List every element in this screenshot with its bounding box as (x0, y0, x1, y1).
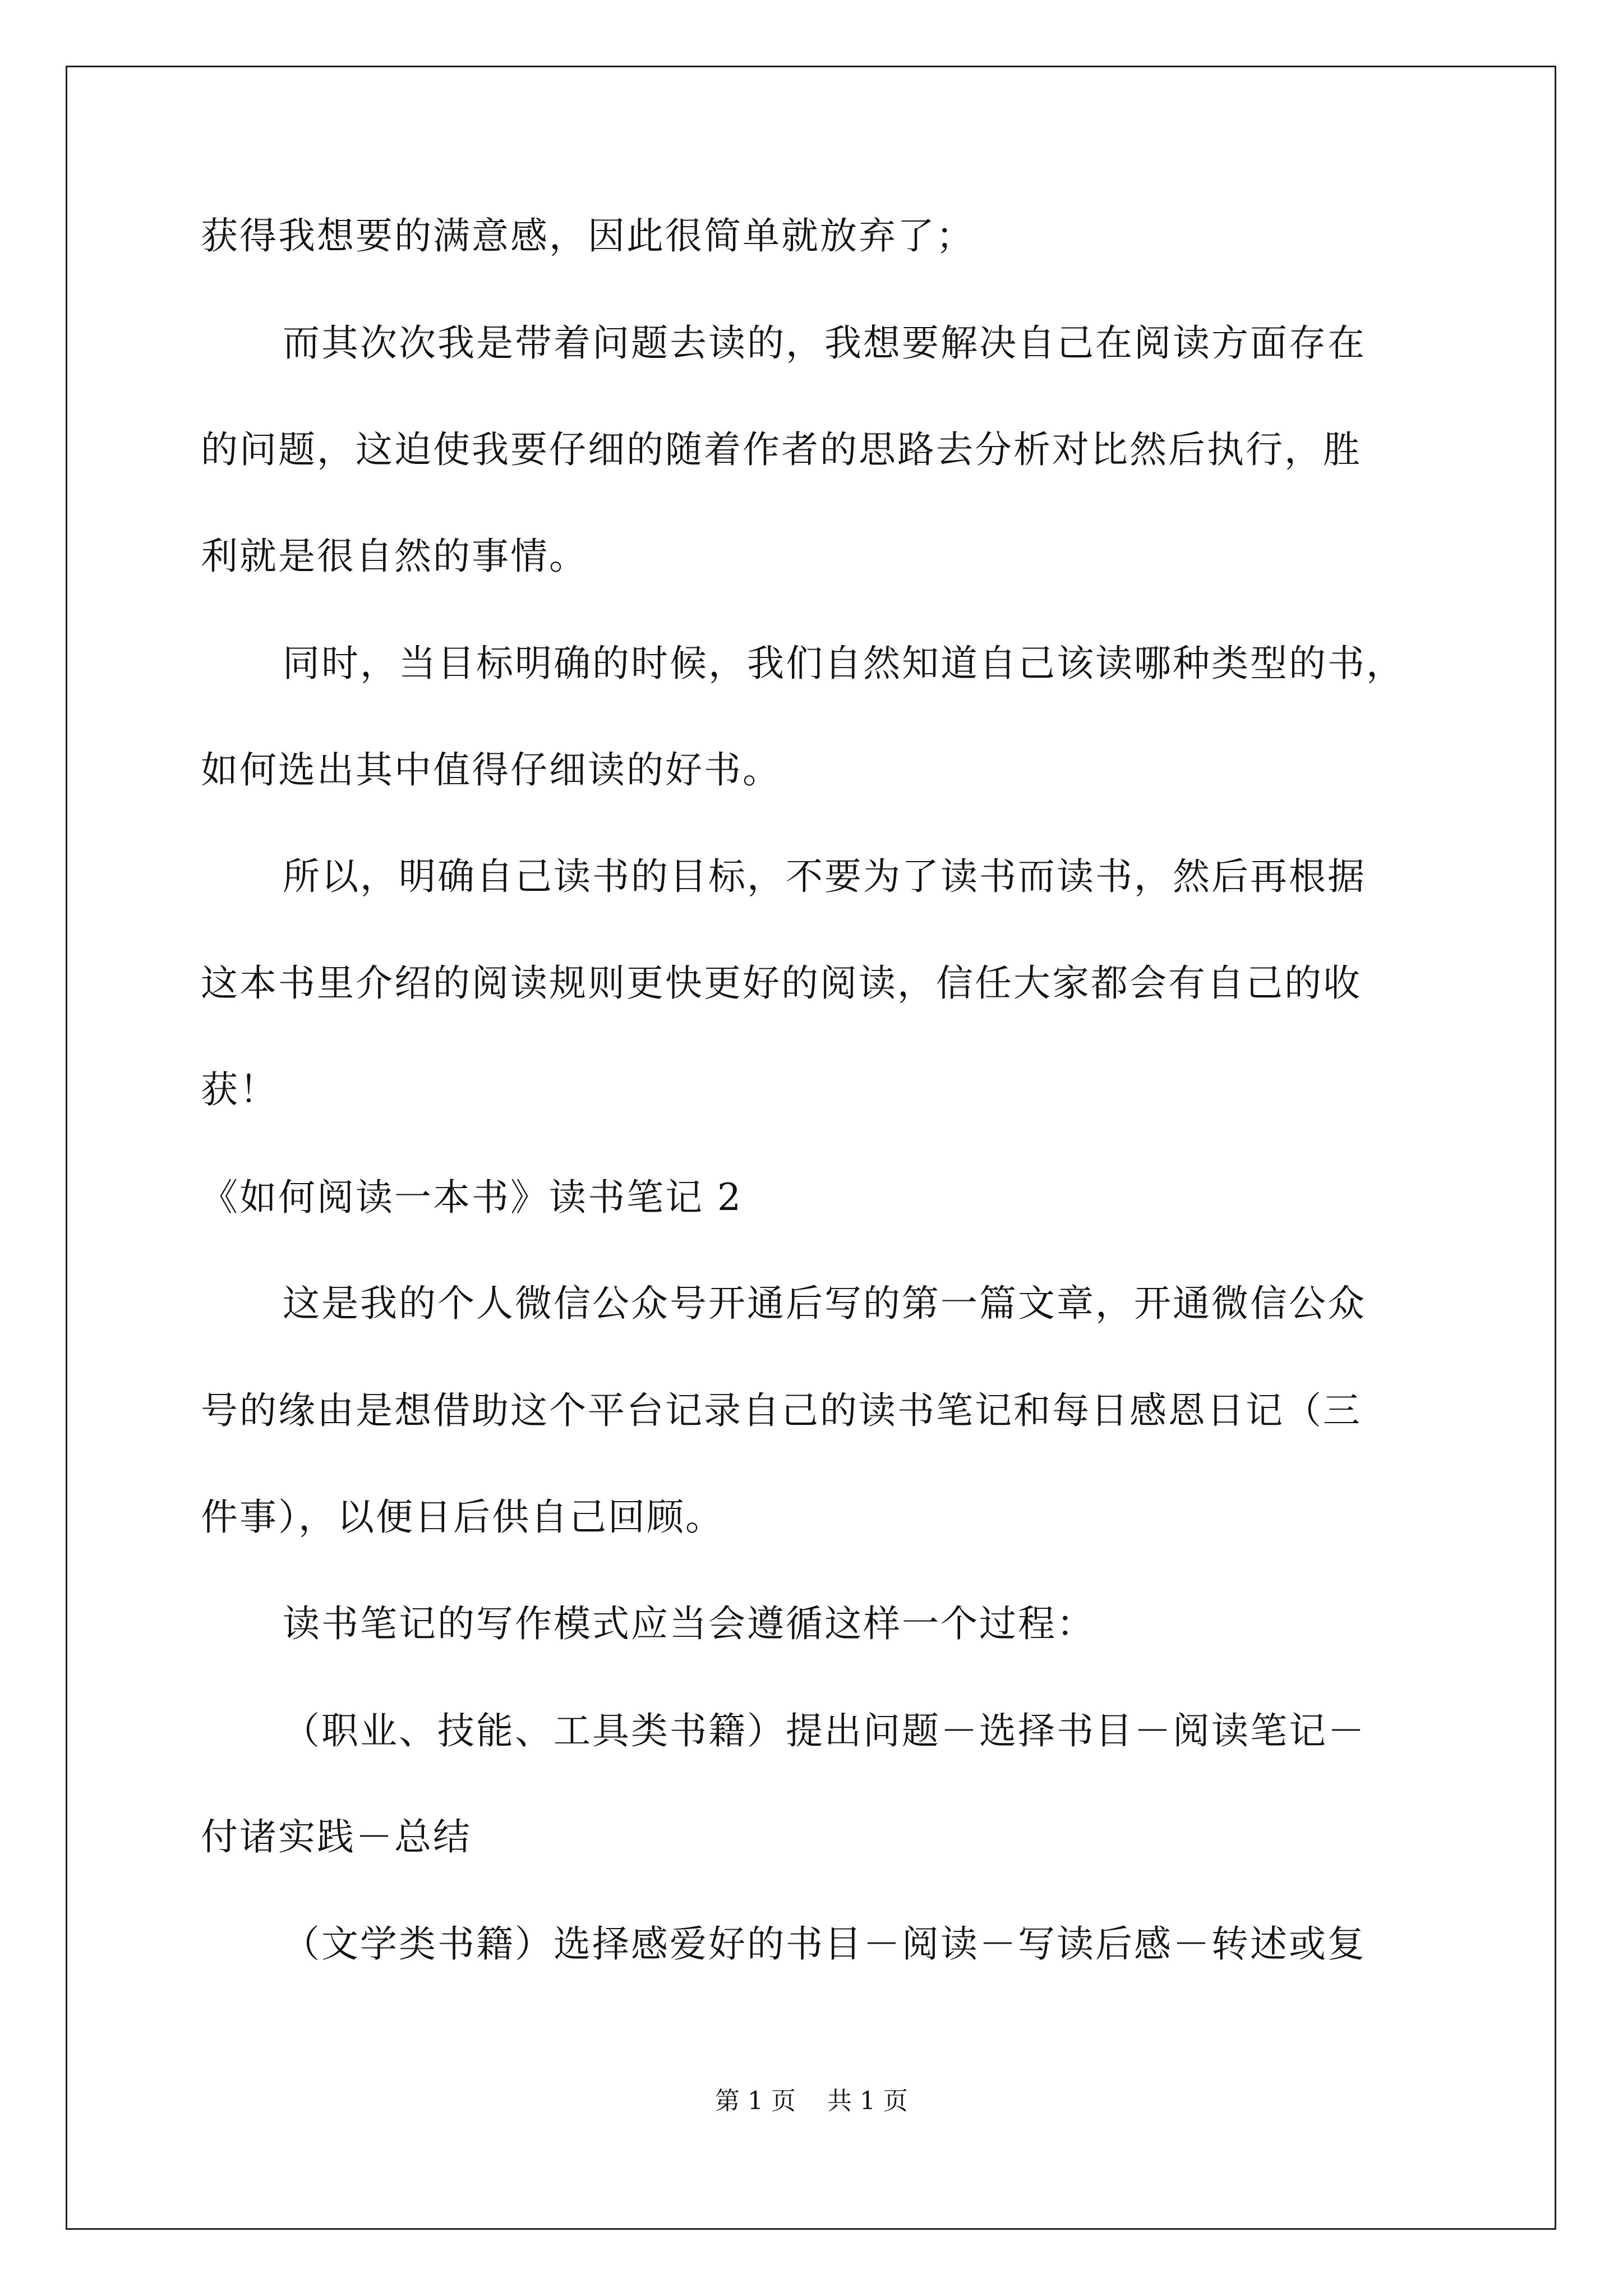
paragraph-start-line: （职业、技能、工具类书籍）提出问题－选择书目－阅读笔记－ (283, 1709, 1366, 1752)
text-line: 号的缘由是想借助这个平台记录自己的读书笔记和每日感恩日记（三 (201, 1389, 1362, 1432)
paragraph-start-line: （文学类书籍）选择感爱好的书目－阅读－写读后感－转述或复 (283, 1922, 1366, 1966)
text-line: 利就是很自然的事情。 (201, 535, 588, 578)
page-frame (66, 66, 1556, 2230)
section-heading: 《如何阅读一本书》读书笔记 2 (201, 1176, 743, 1219)
paragraph-start-line: 读书笔记的写作模式应当会遵循这样一个过程： (283, 1602, 1095, 1645)
text-line: 这本书里介绍的阅读规则更快更好的阅读，信任大家都会有自己的收 (201, 961, 1362, 1005)
paragraph-start-line: 而其次次我是带着问题去读的，我想要解决自己在阅读方面存在 (283, 321, 1366, 365)
text-line: 如何选出其中值得仔细读的好书。 (201, 748, 781, 792)
paragraph-start-line: 所以，明确自己读书的目标，不要为了读书而读书，然后再根据 (283, 855, 1366, 898)
text-line: 获得我想要的满意感，因此很简单就放弃了； (201, 214, 975, 257)
text-line: 件事），以便日后供自己回顾。 (201, 1496, 724, 1539)
text-line: 付诸实践－总结 (201, 1815, 472, 1858)
paragraph-start-line: 同时，当目标明确的时候，我们自然知道自己该读哪种类型的书， (283, 642, 1405, 685)
paragraph-start-line: 这是我的个人微信公众号开通后写的第一篇文章，开通微信公众 (283, 1282, 1366, 1325)
text-line: 的问题，这迫使我要仔细的随着作者的思路去分析对比然后执行，胜 (201, 428, 1362, 471)
text-line: 获！ (201, 1068, 278, 1111)
page-number-footer: 第 1 页 共 1 页 (715, 2087, 908, 2115)
